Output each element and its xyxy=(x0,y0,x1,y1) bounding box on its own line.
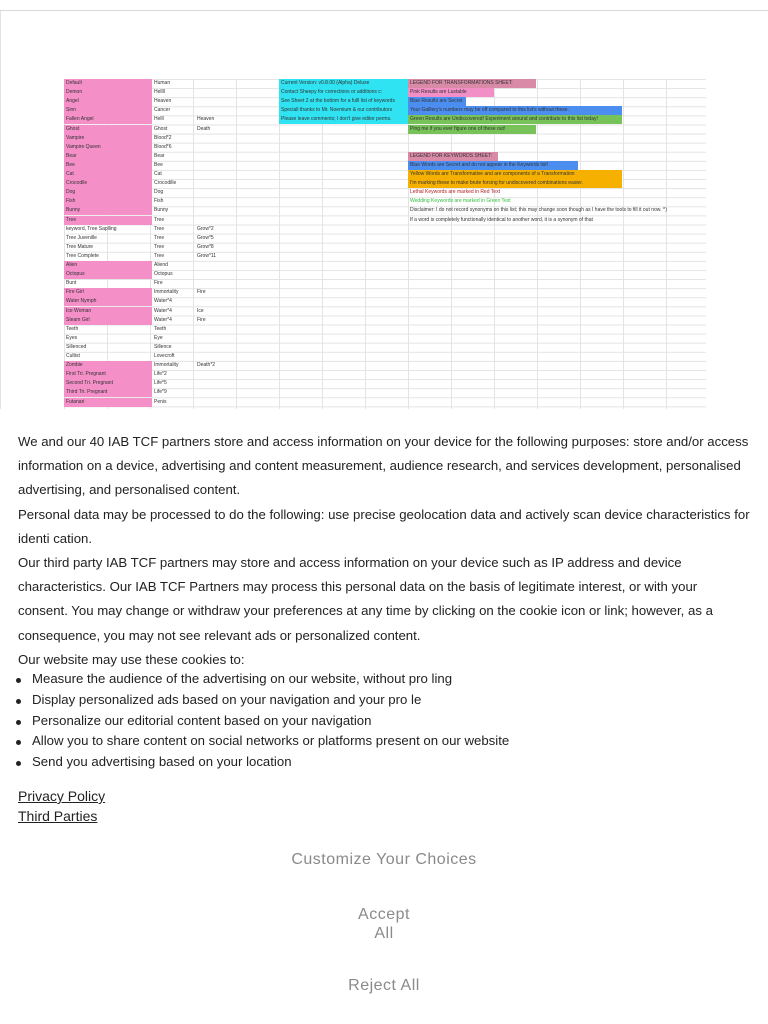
sheet-cell-base: Fire xyxy=(154,280,163,287)
legend-transform-title: LEGEND FOR TRANSFORMATIONS SHEET: xyxy=(408,79,536,88)
sheet-cell-modifier xyxy=(195,179,238,188)
sheet-cell-modifier xyxy=(195,379,238,388)
sheet-cell-name: Alien xyxy=(64,261,152,270)
sheet-cell-base: Ghost xyxy=(154,125,168,132)
sheet-info-cell: Please leave comments; I don't give editor perms. xyxy=(279,115,408,124)
consent-links xyxy=(18,786,105,826)
sheet-cell-name: Fish xyxy=(64,197,152,206)
sheet-cell-base: Cancer xyxy=(154,107,171,114)
sheet-cell-base: Tree xyxy=(154,252,165,259)
sheet-cell-name: Sillenced xyxy=(66,343,87,350)
sheet-cell-name: Zombie xyxy=(64,361,152,370)
sheet-cell-base: Lovecroft xyxy=(154,353,175,359)
legend-transform-item: Pink Results are Lustable xyxy=(408,88,494,97)
sheet-cell-modifier xyxy=(195,134,238,143)
sheet-cell-base: Life*2 xyxy=(154,371,167,378)
sheet-cell-name: Tree Juvenille xyxy=(66,234,97,241)
sheet-cell-modifier xyxy=(195,279,238,288)
sheet-cell-base: Sillence xyxy=(154,343,172,350)
consent-paragraph-purposes: We and our 40 IAB TCF partners store and access information on your device for the following purposes: store and/or access information on a device, advertising and content measurement, audience research, and services development, personalised advertising, and personalised content. xyxy=(18,434,749,498)
sheet-cell-name: Cat xyxy=(64,170,152,179)
legend-transform-item: Ping me if you ever figure one of these out! xyxy=(408,125,536,134)
sheet-cell-base: Teeth xyxy=(154,325,167,332)
sheet-cell-base: Bee xyxy=(154,161,163,168)
list-item: Measure the audience of the advertising on our website, without pro ling xyxy=(18,669,750,690)
sheet-cell-modifier xyxy=(195,188,238,197)
sheet-cell-name: Water Nymph xyxy=(64,297,152,306)
list-item: Personalize our editorial content based on your navigation xyxy=(18,711,750,732)
sheet-cell-modifier xyxy=(195,143,238,152)
bullet-icon xyxy=(16,740,21,745)
legend-keywords-item: I'm marking these to make brute forcing for undiscovered combinations easier. xyxy=(408,179,622,188)
sheet-cell-base: Hellll xyxy=(154,89,165,96)
sheet-cell-modifier xyxy=(195,388,238,397)
consent-paragraph-processing: Personal data may be processed to do the following: use precise geolocation data and actively scan device characteristics for identi cation. xyxy=(18,506,750,546)
consent-paragraph-cookies: Our website may use these cookies to: xyxy=(18,651,245,667)
sheet-note: Wedding Keywords are marked in Green Text xyxy=(410,198,511,205)
sheet-cell-modifier xyxy=(195,297,238,306)
sheet-cell-base: Tree xyxy=(154,234,165,241)
sheet-cell-name: Vampire xyxy=(64,134,152,143)
cookie-purpose-list xyxy=(18,669,750,773)
sheet-note: If a word is completely functionally identical to another word, it is a synonym of that xyxy=(410,216,593,223)
sheet-cell-base: Human xyxy=(154,80,171,86)
sheet-cell-modifier xyxy=(195,334,238,343)
consent-paragraph-partners: Our third party IAB TCF partners may store and access information on your device such as IP address and device characteristics. Our IAB TCF Partners may process this personal data on the basis of legitimate interest, or with your consent. You may change or withdraw your preferences at any time by clicking on the cookie icon or link; however, as a consequence, you may not see relevant ads or personalized content. xyxy=(18,555,713,643)
sheet-cell-modifier: Ice xyxy=(197,307,204,314)
sheet-cell-base: Immortality xyxy=(154,289,179,296)
sheet-cell-name: Futanari xyxy=(64,398,152,407)
sheet-cell-name: Crocodile xyxy=(64,179,152,188)
sheet-cell-modifier xyxy=(195,79,238,88)
sheet-cell-modifier: Fire xyxy=(197,289,206,296)
sheet-cell-base: Immortality xyxy=(154,362,179,369)
bullet-icon xyxy=(16,678,21,683)
sheet-cell-name: Bee xyxy=(64,161,152,170)
sheet-cell-name: Ice Woman xyxy=(64,307,152,316)
sheet-cell-base: Life*9 xyxy=(154,389,167,396)
sheet-cell-base: Tree xyxy=(154,216,165,223)
sheet-note: Disclaimer: I do not record synonyms on this list; this may change soon though as I have the tools to fill it out now. ^) xyxy=(410,207,667,214)
sheet-cell-base: Bear xyxy=(154,152,165,159)
sheet-cell-name: Teeth xyxy=(66,325,79,332)
sheet-cell-base: Water*4 xyxy=(154,307,172,314)
accept-all-button[interactable]: Accept All xyxy=(344,904,424,944)
sheet-cell-name: First Tri. Pregnant xyxy=(64,370,152,379)
sheet-cell-name: Fire Girl xyxy=(64,288,152,297)
sheet-cell-name: Tree Complete xyxy=(66,252,99,259)
sheet-cell-name: Default xyxy=(64,79,152,88)
sheet-cell-modifier: Grow*2 xyxy=(197,225,214,232)
sheet-cell-name: Bunt xyxy=(66,280,77,287)
sheet-cell-modifier: Fire xyxy=(197,316,206,323)
sheet-cell-modifier xyxy=(195,398,238,407)
sheet-cell-base: Helll xyxy=(154,116,164,123)
sheet-cell-name: Dog xyxy=(64,188,152,197)
sheet-info-cell: Contact Sheepy for corrections or additions c: xyxy=(279,88,408,97)
sheet-cell-modifier xyxy=(195,106,238,115)
sheet-cell-modifier xyxy=(195,352,238,361)
sheet-cell-name: Third Tri. Pregnant xyxy=(64,388,152,397)
privacy-policy-link[interactable]: Privacy Policy xyxy=(18,788,106,804)
sheet-cell-name: Fallen Angel xyxy=(64,115,152,124)
sheet-cell-base: Heaven xyxy=(154,98,172,105)
sheet-cell-name: Second Tri. Pregnant xyxy=(64,379,152,388)
sheet-cell-base: Cat xyxy=(154,171,162,177)
sheet-cell-modifier xyxy=(195,88,238,97)
sheet-cell-base: Dog xyxy=(154,189,164,196)
sheet-cell-modifier xyxy=(195,161,238,170)
sheet-cell-base: Tree xyxy=(154,243,165,250)
sheet-cell-modifier: Heaven xyxy=(197,116,215,123)
sheet-cell-modifier: Death*2 xyxy=(197,362,216,369)
sheet-cell-name: Steam Girl xyxy=(64,316,152,325)
sheet-note: Lethal Keywords are marked in Red Text xyxy=(410,189,500,196)
sheet-cell-modifier xyxy=(195,270,238,279)
sheet-cell-modifier xyxy=(195,97,238,106)
sheet-cell-name: Angel xyxy=(64,97,152,106)
customize-choices-button[interactable]: Customize Your Choices xyxy=(234,850,534,870)
sheet-cell-modifier: Grow*11 xyxy=(197,252,217,259)
sheet-cell-name: Bear xyxy=(64,152,152,161)
sheet-cell-modifier xyxy=(195,325,238,334)
list-item: Display personalized ads based on your navigation and your pro le xyxy=(18,690,750,711)
sheet-cell-modifier xyxy=(195,152,238,161)
sheet-cell-base: Bunny xyxy=(154,207,169,214)
sheet-info-cell: See Sheet 2 at the bottom for a fulll list of keywords xyxy=(279,97,408,106)
sheet-cell-base: Penis xyxy=(154,398,167,405)
legend-transform-item: Blue Results are Secret xyxy=(408,97,466,106)
bullet-icon xyxy=(16,699,21,704)
sheet-cell-name: Demon xyxy=(64,88,152,97)
third-parties-link[interactable]: Third Parties xyxy=(18,808,98,824)
sheet-cell-base: Water*4 xyxy=(154,298,172,305)
sheet-cell-base: Blood*2 xyxy=(154,134,172,141)
consent-text xyxy=(18,430,750,672)
list-item: Send you advertising based on your location xyxy=(18,752,750,773)
sheet-cell-modifier: Death xyxy=(197,125,211,132)
sheet-cell-modifier: Grow*8 xyxy=(197,243,214,250)
sheet-cell-name: Ghost xyxy=(64,125,152,134)
legend-keywords-item: Blue Words are Secret and do not appear in the Keywords list! xyxy=(408,161,578,170)
sheet-info-cell: Current Version: v0.8.00 (Alpha) Deluxe xyxy=(279,79,408,88)
sheet-cell-name: Tree xyxy=(64,216,152,225)
sheet-cell-base: Blood*6 xyxy=(154,143,172,150)
sheet-cell-base: Life*5 xyxy=(154,380,167,387)
legend-keywords-title: LEGEND FOR KEYWORDS SHEET: xyxy=(408,152,498,161)
sheet-cell-base: Fish xyxy=(154,198,164,205)
sheet-cell-modifier xyxy=(195,216,238,225)
sheet-cell-base: Water*4 xyxy=(154,316,172,323)
sheet-cell-name: Cultist xyxy=(66,353,80,359)
reject-all-button[interactable]: Reject All xyxy=(234,976,534,996)
sheet-cell-base: Eye xyxy=(154,334,163,341)
spreadsheet-image xyxy=(0,11,768,409)
bullet-icon xyxy=(16,761,21,766)
sheet-cell-modifier xyxy=(195,343,238,352)
sheet-cell-name: keyword, Tree Saplling xyxy=(66,225,117,232)
sheet-info-cell: Speciall thanks to Mr. Noemium & our contributors xyxy=(279,106,408,115)
sheet-cell-modifier xyxy=(195,206,238,215)
sheet-cell-modifier: Grow*5 xyxy=(197,234,214,241)
sheet-cell-base: Crocodille xyxy=(154,180,177,187)
sheet-cell-name: Sinn xyxy=(64,106,152,115)
legend-transform-item: Green Results are Undiscovered! Experiment around and contribute to this list today! xyxy=(408,115,622,124)
sheet-cell-base: Octopus xyxy=(154,271,173,278)
sheet-cell-modifier xyxy=(195,370,238,379)
sheet-cell-name: Vampire Queen xyxy=(64,143,152,152)
sheet-cell-modifier xyxy=(195,197,238,206)
list-item: Allow you to share content on social networks or platforms present on our website xyxy=(18,731,750,752)
bullet-icon xyxy=(16,720,21,725)
sheet-cell-name: Bunny xyxy=(64,206,152,215)
sheet-cell-name: Eyes xyxy=(66,334,78,341)
sheet-cell-modifier xyxy=(195,170,238,179)
sheet-cell-modifier xyxy=(195,261,238,270)
sheet-cell-name: Tree Mature xyxy=(66,243,94,250)
legend-keywords-item: Yellow Words are Transformative and are components of a Transformation xyxy=(408,170,622,179)
sheet-cell-base: Aliend xyxy=(154,262,168,268)
sheet-cell-name: Octopus xyxy=(64,270,152,279)
legend-transform-item: Your Galllery's numbers may be off compared to this list's without these. xyxy=(408,106,622,115)
sheet-cell-base: Tree xyxy=(154,225,165,232)
spreadsheet-grid xyxy=(64,79,706,409)
